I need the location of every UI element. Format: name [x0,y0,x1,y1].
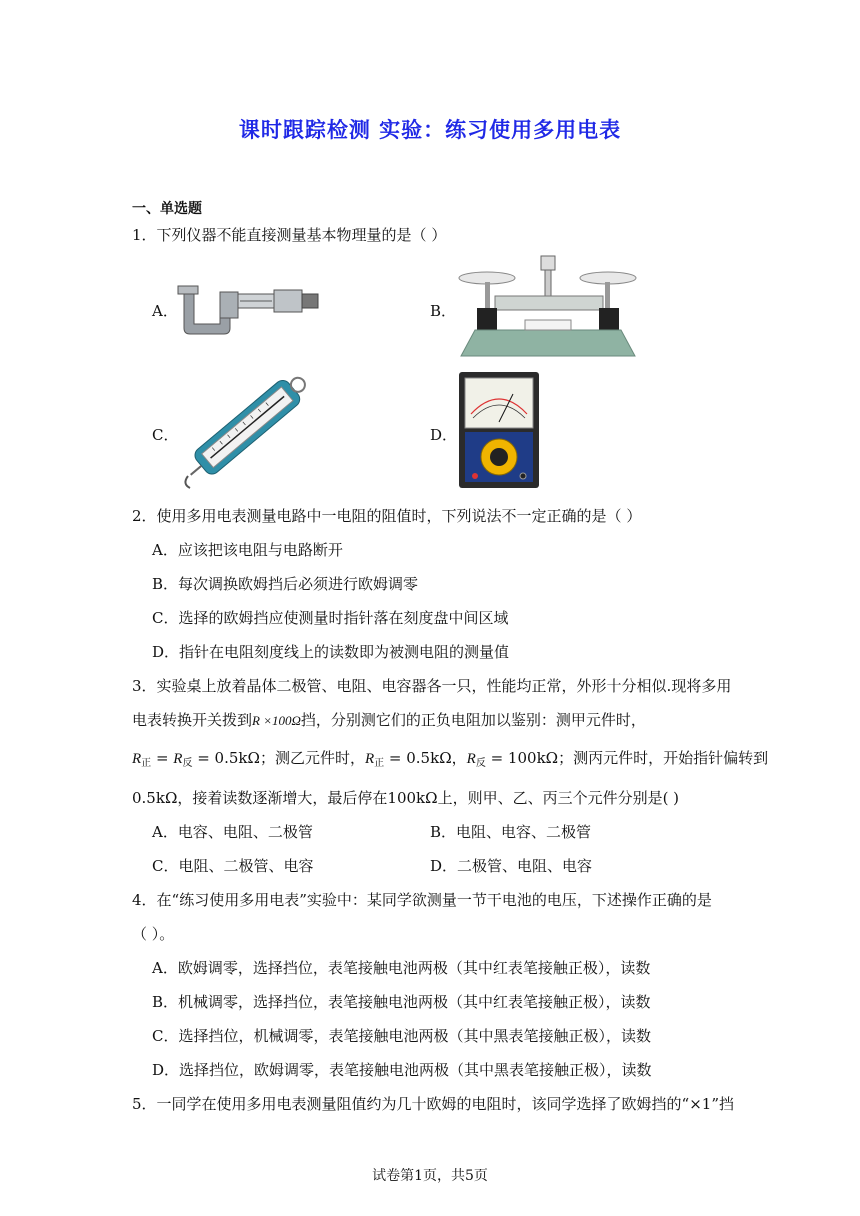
q1-option-c-label: C． [152,426,179,444]
q3-value-1: = 0.5kΩ [192,749,260,767]
spring-scale-image [178,368,318,494]
multimeter-image [457,370,541,490]
q3-r-symbol: R [132,751,142,767]
q3-comma: ， [451,749,467,767]
q3-line-3-text-a: ；测乙元件时， [259,749,365,767]
q2-stem: 2．使用多用电表测量电路中一电阻的阻值时，下列说法不一定正确的是（ ） [132,507,642,525]
page-title: 课时跟踪检测 实验：练习使用多用电表 [238,118,622,142]
q4-line-2: （ ）。 [132,925,175,943]
q4-option-c: C．选择挡位，机械调零，表笔接触电池两极（其中黑表笔接触正极），读数 [152,1027,651,1045]
q1-option-b-label: B． [430,302,457,320]
q3-option-b: B．电阻、电容、二极管 [430,823,592,841]
q3-sub-negative-2: 反 [475,758,486,769]
q3-line-3 [132,748,768,774]
q1-stem: 1．下列仪器不能直接测量基本物理量的是（ ） [132,226,447,244]
q3-option-c: C．电阻、二极管、电容 [152,857,314,875]
q3-line-2 [132,710,646,731]
q2-option-b: B．每次调换欧姆挡后必须进行欧姆调零 [152,575,419,593]
q4-option-a: A．欧姆调零，选择挡位，表笔接触电池两极（其中红表笔接触正极），读数 [152,959,651,977]
q3-sub-negative: 反 [182,758,193,769]
q3-line-4-text-a: ，接着读数逐渐增大，最后停在 [177,789,388,807]
micrometer-image [174,278,324,338]
q4-line-1: 4．在“练习使用多用电表”实验中：某同学欲测量一节干电池的电压，下述操作正确的是 [132,891,712,909]
q3-sub-positive: 正 [141,758,152,769]
q1-option-a-label: A． [152,302,178,320]
q3-line-3-text-b: ；测丙元件时，开始指针偏转到 [558,749,769,767]
q3-r-symbol-2: R [173,751,183,767]
q3-line-4-text-b: 上，则甲、乙、丙三个元件分别是( ) [437,789,680,807]
q2-option-d: D．指针在电阻刻度线上的读数即为被测电阻的测量值 [152,643,510,661]
q3-equals: = [151,749,174,767]
q3-r-symbol-4: R [466,751,476,767]
q3-line-4 [132,788,679,808]
q3-value-4: 0.5kΩ [132,789,178,807]
q3-range-setting: R ×100Ω [252,713,301,728]
q4-option-b: B．机械调零，选择挡位，表笔接触电池两极（其中红表笔接触正极），读数 [152,993,651,1011]
page-footer: 试卷第1页，共5页 [372,1168,488,1184]
q4-option-d: D．选择挡位，欧姆调零，表笔接触电池两极（其中黑表笔接触正极），读数 [152,1061,652,1079]
q2-option-a: A．应该把该电阻与电路断开 [152,541,343,559]
q3-option-d: D．二极管、电阻、电容 [430,857,593,875]
balance-scale-image [455,252,640,360]
q3-value-3: = 100kΩ [485,749,559,767]
q3-value-2: = 0.5kΩ [384,749,452,767]
q3-sub-positive-2: 正 [374,758,385,769]
q3-line-2-text-b: 挡，分别测它们的正负电阻加以鉴别：测甲元件时， [300,711,646,729]
q3-r-symbol-3: R [364,751,375,767]
q1-option-d-label: D． [430,426,458,444]
section-heading: 一、单选题 [132,201,202,217]
q2-option-c: C．选择的欧姆挡应使测量时指针落在刻度盘中间区域 [152,609,509,627]
q3-value-5: 100kΩ [387,789,438,807]
q3-option-a: A．电容、电阻、二极管 [152,823,313,841]
q3-line-2-text-a: 电表转换开关拨到 [132,711,253,729]
q5-line-1: 5．一同学在使用多用电表测量阻值约为几十欧姆的电阻时，该同学选择了欧姆挡的“×1”挡 [132,1095,734,1113]
q3-line-1: 3．实验桌上放着晶体二极管、电阻、电容器各一只，性能均正常，外形十分相似.现将多用 [132,677,732,695]
